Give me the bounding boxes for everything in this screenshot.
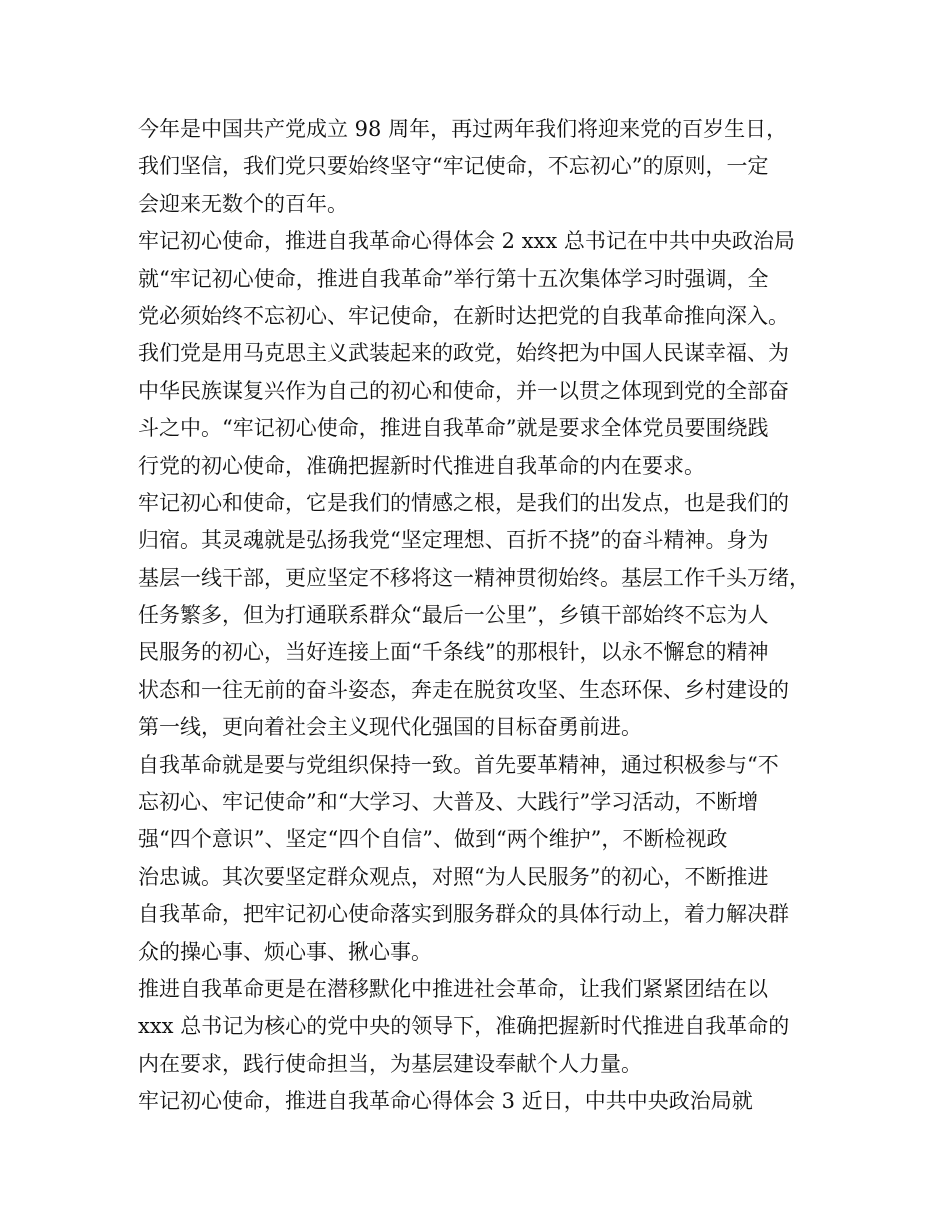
text-line: 状态和一往无前的奋斗姿态，奔走在脱贫攻坚、生态环保、乡村建设的 [138, 677, 789, 702]
text-line: 众的操心事、烦心事、揪心事。 [138, 939, 432, 964]
text-line: 牢记初心和使命，它是我们的情感之根，是我们的出发点，也是我们的 [138, 490, 789, 515]
text-line: 归宿。其灵魂就是弘扬我党“坚定理想、百折不挠”的奋斗精神。身为 [138, 528, 769, 553]
text-line: 任务繁多，但为打通联系群众“最后一公里”，乡镇干部始终不忘为人 [138, 603, 769, 628]
text-line: 治忠诚。其次要坚定群众观点，对照“为人民服务”的初心，不断推进 [138, 864, 769, 889]
text-line: 民服务的初心，当好连接上面“千条线”的那根针，以永不懈怠的精神 [138, 640, 769, 665]
text-line: 自我革命就是要与党组织保持一致。首先要革精神，通过积极参与“不 [138, 752, 779, 777]
text-line: 中华民族谋复兴作为自己的初心和使命，并一以贯之体现到党的全部奋 [138, 378, 789, 403]
text-line: 今年是中国共产党成立 98 周年，再过两年我们将迎来党的百岁生日， [138, 117, 788, 141]
text-line: 行党的初心使命，准确把握新时代推进自我革命的内在要求。 [138, 453, 705, 478]
text-line: 我们坚信，我们党只要始终坚守“牢记使命，不忘初心”的原则，一定 [138, 154, 769, 179]
text-line: 推进自我革命更是在潜移默化中推进社会革命，让我们紧紧团结在以 [138, 976, 768, 1001]
text-line: 我们党是用马克思主义武装起来的政党，始终把为中国人民谋幸福、为 [138, 341, 789, 366]
text-line: 内在要求，践行使命担当，为基层建设奉献个人力量。 [138, 1051, 642, 1076]
text-line: 会迎来无数个的百年。 [138, 191, 348, 216]
text-line: 党必须始终不忘初心、牢记使命，在新时达把党的自我革命推向深入。 [138, 303, 789, 328]
text-line: 就“牢记初心使命，推进自我革命”举行第十五次集体学习时强调，全 [138, 266, 769, 291]
text-line: 牢记初心使命，推进自我革命心得体会 3 近日，中共中央政治局就 [138, 1089, 753, 1114]
text-line: 自我革命，把牢记初心使命落实到服务群众的具体行动上，着力解决群 [138, 902, 789, 927]
document-body [138, 111, 828, 1121]
text-line: 基层一线干部，更应坚定不移将这一精神贯彻始终。基层工作千头万绪， [138, 565, 810, 590]
text-line: 忘初心、牢记使命”和“大学习、大普及、大践行”学习活动，不断增 [138, 790, 759, 815]
text-line: xxx 总书记为核心的党中央的领导下，准确把握新时代推进自我革命的 [138, 1014, 790, 1039]
text-line: 强“四个意识”、坚定“四个自信”、做到“两个维护”，不断检视政 [138, 827, 728, 852]
text-line: 第一线，更向着社会主义现代化强国的目标奋勇前进。 [138, 715, 642, 740]
text-line: 斗之中。“牢记初心使命，推进自我革命”就是要求全体党员要围绕践 [138, 416, 769, 441]
text-line: 牢记初心使命，推进自我革命心得体会 2 xxx 总书记在中共中央政治局 [138, 229, 795, 254]
